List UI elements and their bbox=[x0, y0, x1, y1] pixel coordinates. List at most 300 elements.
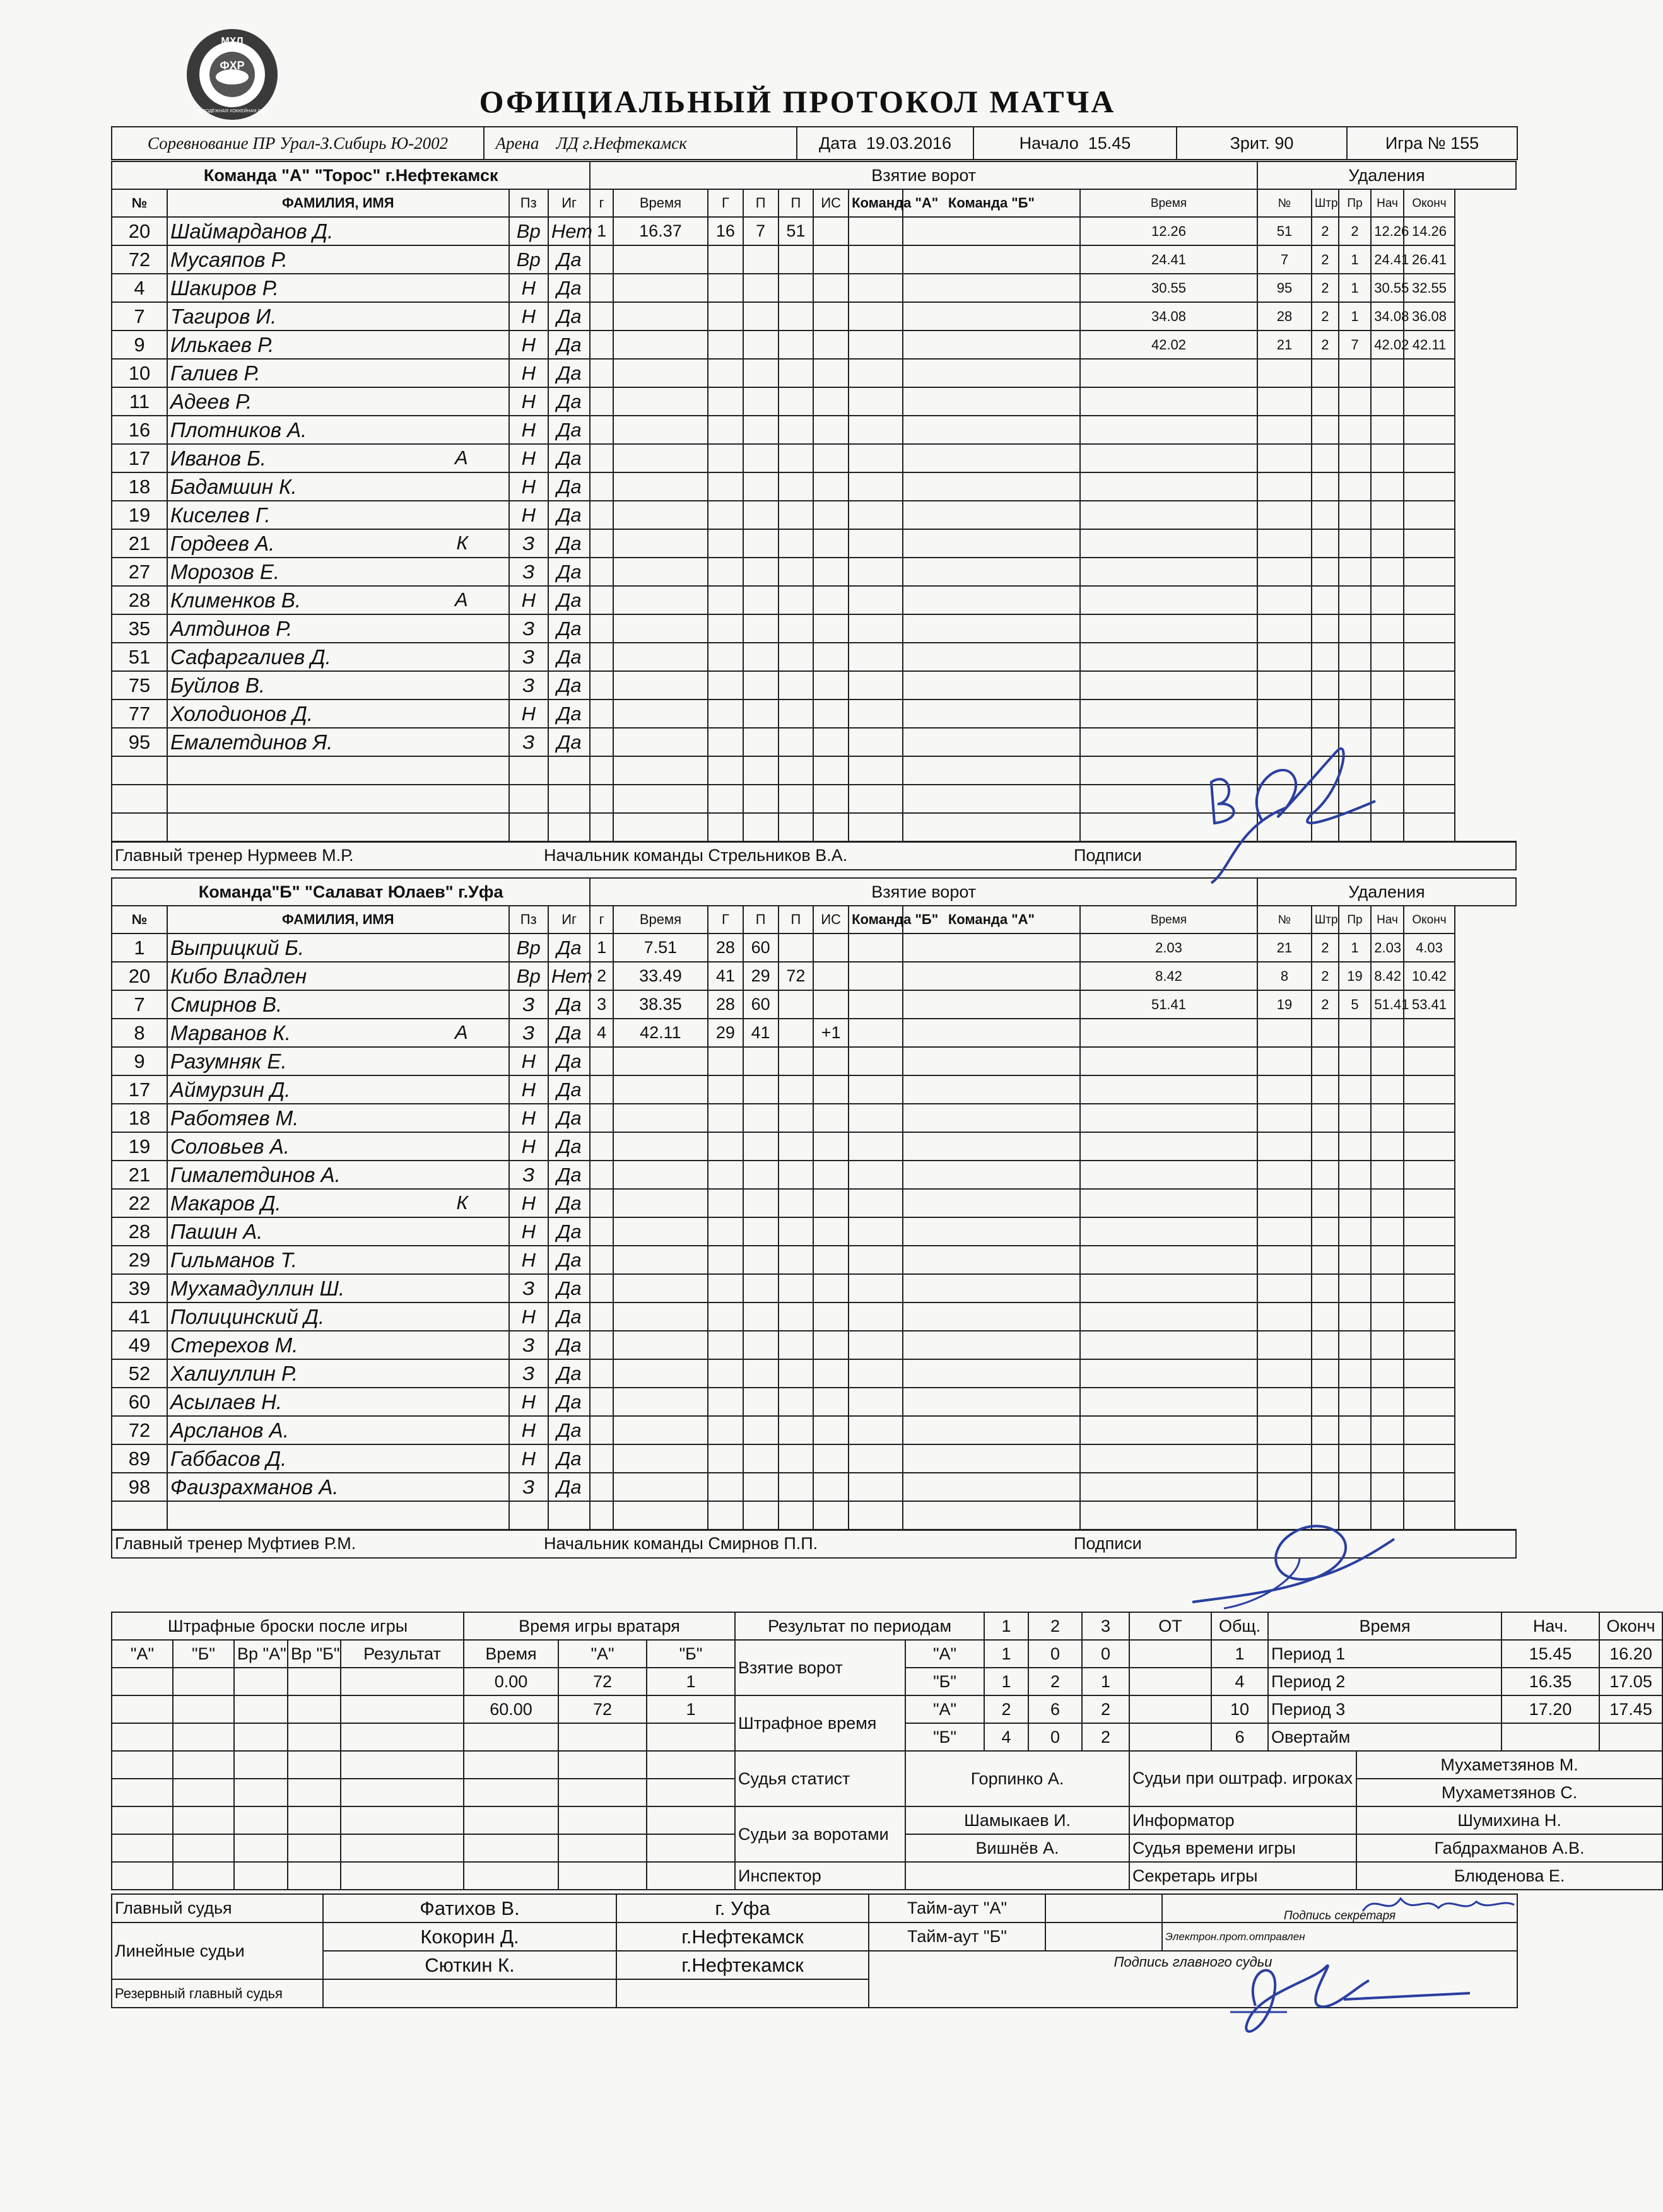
col-header-is: ИС bbox=[813, 189, 849, 217]
overtime-start bbox=[1501, 1723, 1599, 1751]
penalty-cell: 4.03 bbox=[1404, 933, 1455, 962]
goal-cell: 3 bbox=[590, 990, 613, 1019]
goals-grid-cell bbox=[849, 1189, 903, 1217]
goal-cell bbox=[813, 756, 849, 785]
goal-cell bbox=[708, 1246, 743, 1274]
player-number: 16 bbox=[112, 416, 167, 444]
shootout-cell bbox=[341, 1862, 464, 1890]
penalty-cell: 34.08 bbox=[1080, 302, 1257, 331]
player-position: Вр bbox=[509, 217, 548, 245]
goal-cell bbox=[708, 671, 743, 699]
penalty-cell bbox=[1404, 359, 1455, 387]
player-position: Н bbox=[509, 1132, 548, 1161]
player-position: З bbox=[509, 558, 548, 586]
period-2-end: 17.05 bbox=[1599, 1668, 1662, 1695]
penalty-cell: 21 bbox=[1257, 933, 1312, 962]
penalty-cell bbox=[1312, 1104, 1339, 1132]
period-1-start: 15.45 bbox=[1501, 1640, 1599, 1668]
goal-cell bbox=[779, 933, 814, 962]
empty-cell bbox=[167, 756, 509, 785]
player-row bbox=[112, 962, 1516, 990]
goal-cell bbox=[743, 1217, 779, 1246]
penalty-cell bbox=[1404, 1189, 1455, 1217]
player-role: К bbox=[456, 1191, 468, 1214]
penalty-cell bbox=[1339, 1416, 1371, 1444]
goals-a-p3: 0 bbox=[1082, 1640, 1129, 1668]
penalty-cell bbox=[1257, 1444, 1312, 1473]
goal-cell bbox=[613, 756, 708, 785]
penalty-cell bbox=[1257, 1075, 1312, 1104]
penalty-cell bbox=[1257, 1473, 1312, 1501]
goal-cell bbox=[743, 643, 779, 671]
penalty-cell bbox=[1257, 1246, 1312, 1274]
goal-cell bbox=[708, 813, 743, 841]
goal-cell: 41 bbox=[708, 962, 743, 990]
goals-grid-cell bbox=[849, 1302, 903, 1331]
goal-cell bbox=[743, 1047, 779, 1075]
col-header-time: Время bbox=[613, 189, 708, 217]
player-row bbox=[112, 558, 1516, 586]
player-position: Н bbox=[509, 359, 548, 387]
goals-grid-cell bbox=[903, 1473, 1080, 1501]
player-name: Холодионов Д. bbox=[167, 699, 509, 728]
penalty-cell bbox=[1080, 1246, 1257, 1274]
team-manager: Начальник команды Смирнов П.П. bbox=[544, 1534, 818, 1554]
player-name: Марванов К. А bbox=[167, 1019, 509, 1047]
goals-grid-cell bbox=[849, 1217, 903, 1246]
player-row bbox=[112, 245, 1516, 274]
goal-cell bbox=[779, 529, 814, 558]
goal-cell bbox=[779, 1331, 814, 1359]
goals-grid-cell bbox=[903, 933, 1080, 962]
goal-cell bbox=[708, 359, 743, 387]
penalty-box-judges-label: Судьи при оштраф. игроках bbox=[1129, 1751, 1356, 1806]
empty-cell bbox=[167, 785, 509, 813]
penalty-cell bbox=[1339, 1359, 1371, 1388]
col-header-pen_no: № bbox=[1257, 189, 1312, 217]
shootout-gk-b-header: Вр "Б" bbox=[288, 1640, 341, 1668]
signatures-label: Подписи bbox=[1074, 846, 1142, 865]
player-name: Тагиров И. bbox=[167, 302, 509, 331]
player-number: 4 bbox=[112, 274, 167, 302]
goals-grid-cell bbox=[849, 472, 903, 501]
shootout-cell bbox=[341, 1834, 464, 1862]
player-role: А bbox=[454, 1021, 468, 1043]
player-row bbox=[112, 1047, 1516, 1075]
penalty-cell bbox=[1080, 387, 1257, 416]
goal-cell bbox=[708, 501, 743, 529]
penalty-cell bbox=[1080, 1359, 1257, 1388]
goalie-time-header: Время игры вратаря bbox=[464, 1612, 735, 1640]
penalty-cell bbox=[1312, 1189, 1339, 1217]
penalty-cell bbox=[1080, 614, 1257, 643]
goal-cell bbox=[813, 1189, 849, 1217]
penalty-cell: 2 bbox=[1312, 245, 1339, 274]
player-row bbox=[112, 933, 1516, 962]
player-name: Мухамадуллин Ш. bbox=[167, 1274, 509, 1302]
penalty-cell bbox=[1371, 1246, 1403, 1274]
goal-cell bbox=[779, 274, 814, 302]
player-row bbox=[112, 643, 1516, 671]
player-number: 75 bbox=[112, 671, 167, 699]
player-played: Да bbox=[548, 1359, 591, 1388]
penalty-cell bbox=[1080, 1047, 1257, 1075]
penalty-cell bbox=[1080, 1473, 1257, 1501]
goal-cell bbox=[613, 671, 708, 699]
goals-grid-cell bbox=[903, 990, 1080, 1019]
total-header: Общ. bbox=[1211, 1612, 1268, 1640]
penalty-cell bbox=[1312, 416, 1339, 444]
penalty-cell: 7 bbox=[1339, 331, 1371, 359]
player-position: З bbox=[509, 614, 548, 643]
penalty-cell bbox=[1080, 1019, 1257, 1047]
penalty-cell bbox=[1371, 1075, 1403, 1104]
player-number: 21 bbox=[112, 529, 167, 558]
player-row bbox=[112, 1161, 1516, 1189]
timeout-b bbox=[1045, 1922, 1162, 1951]
goals-grid-cell bbox=[903, 217, 1080, 245]
player-position: Н bbox=[509, 302, 548, 331]
pim-a-p1: 2 bbox=[984, 1695, 1028, 1723]
goals-grid-cell bbox=[849, 1388, 903, 1416]
penalty-cell bbox=[1371, 1359, 1403, 1388]
goal-cell bbox=[708, 1161, 743, 1189]
penalty-cell bbox=[1257, 1019, 1312, 1047]
player-played: Да bbox=[548, 359, 591, 387]
penalty-cell bbox=[1257, 1359, 1312, 1388]
player-played: Да bbox=[548, 1444, 591, 1473]
penalty-cell bbox=[1371, 643, 1403, 671]
gk-cell bbox=[464, 1779, 558, 1806]
penalty-cell bbox=[1371, 1473, 1403, 1501]
goal-cell bbox=[779, 586, 814, 614]
player-number: 49 bbox=[112, 1331, 167, 1359]
goals-grid-cell bbox=[903, 274, 1080, 302]
player-row bbox=[112, 529, 1516, 558]
shootout-cell bbox=[234, 1834, 288, 1862]
player-played: Да bbox=[548, 1302, 591, 1331]
goal-cell bbox=[813, 444, 849, 472]
goals-grid-cell bbox=[849, 501, 903, 529]
gk-a-1: 72 bbox=[558, 1668, 647, 1695]
goal-cell bbox=[813, 529, 849, 558]
penalty-cell bbox=[1339, 1246, 1371, 1274]
goal-cell bbox=[708, 416, 743, 444]
goal-cell bbox=[779, 699, 814, 728]
player-number: 95 bbox=[112, 728, 167, 756]
penalty-cell bbox=[1371, 558, 1403, 586]
goal-cell bbox=[613, 1161, 708, 1189]
penalty-cell bbox=[1404, 1444, 1455, 1473]
player-number: 77 bbox=[112, 699, 167, 728]
penalty-cell bbox=[1371, 1331, 1403, 1359]
player-number: 7 bbox=[112, 302, 167, 331]
goal-cell bbox=[779, 671, 814, 699]
goal-cell bbox=[590, 785, 613, 813]
penalty-cell bbox=[1404, 1019, 1455, 1047]
player-position: Н bbox=[509, 1047, 548, 1075]
penalty-cell: 12.26 bbox=[1371, 217, 1403, 245]
goal-cell bbox=[613, 813, 708, 841]
empty-cell bbox=[548, 813, 591, 841]
goal-cell bbox=[813, 1302, 849, 1331]
period-time-header: Время bbox=[1268, 1612, 1501, 1640]
penalty-cell bbox=[1404, 1274, 1455, 1302]
player-row bbox=[112, 444, 1516, 472]
shootout-cell bbox=[341, 1723, 464, 1751]
goals-team-2-header: Команда "Б" bbox=[903, 189, 1080, 217]
gk-cell bbox=[647, 1723, 735, 1751]
overtime-header: ОТ bbox=[1129, 1612, 1211, 1640]
goals-a-total: 1 bbox=[1211, 1640, 1268, 1668]
col-header-played: Иг bbox=[548, 189, 591, 217]
goal-cell: 7 bbox=[743, 217, 779, 245]
goal-cell bbox=[590, 1274, 613, 1302]
penalty-cell bbox=[1312, 643, 1339, 671]
goal-cell bbox=[613, 416, 708, 444]
player-role: А bbox=[454, 588, 468, 611]
player-position: З bbox=[509, 990, 548, 1019]
goal-cell bbox=[743, 245, 779, 274]
goal-cell bbox=[743, 785, 779, 813]
goal-cell bbox=[708, 756, 743, 785]
penalty-cell bbox=[1404, 529, 1455, 558]
player-number: 28 bbox=[112, 586, 167, 614]
goal-cell bbox=[813, 643, 849, 671]
penalty-cell: 5 bbox=[1339, 990, 1371, 1019]
player-row bbox=[112, 472, 1516, 501]
penalty-cell: 10.42 bbox=[1404, 962, 1455, 990]
goal-cell bbox=[708, 586, 743, 614]
penalty-cell bbox=[1312, 1047, 1339, 1075]
penalty-cell: 2 bbox=[1312, 933, 1339, 962]
col-header-pen_time: Время bbox=[1080, 906, 1257, 933]
penalty-cell: 42.02 bbox=[1371, 331, 1403, 359]
timeout-a bbox=[1045, 1894, 1162, 1922]
goal-cell bbox=[813, 1359, 849, 1388]
empty-cell bbox=[112, 756, 167, 785]
electronic-protocol-sent-label: Электрон.прот.отправлен bbox=[1162, 1922, 1517, 1951]
team-title: Команда "А" "Торос" г.Нефтекамск bbox=[112, 161, 590, 189]
goal-cell bbox=[779, 558, 814, 586]
secretary-signature-icon bbox=[1356, 1886, 1520, 1924]
goal-cell bbox=[590, 586, 613, 614]
player-row bbox=[112, 1019, 1516, 1047]
goals-grid-cell bbox=[849, 558, 903, 586]
penalty-cell: 42.11 bbox=[1404, 331, 1455, 359]
penalty-cell: 34.08 bbox=[1371, 302, 1403, 331]
empty-cell bbox=[509, 1501, 548, 1530]
player-row bbox=[112, 671, 1516, 699]
goal-cell bbox=[708, 1104, 743, 1132]
player-played: Да bbox=[548, 1047, 591, 1075]
penalty-cell bbox=[1339, 1047, 1371, 1075]
goal-cell bbox=[613, 1132, 708, 1161]
goals-grid-cell bbox=[903, 529, 1080, 558]
goal-cell bbox=[613, 245, 708, 274]
player-name: Работяев М. bbox=[167, 1104, 509, 1132]
player-played: Да bbox=[548, 1274, 591, 1302]
timekeeper-label: Судья времени игры bbox=[1129, 1834, 1356, 1862]
start-time: Начало 15.45 bbox=[973, 127, 1177, 160]
penalty-cell bbox=[1312, 1416, 1339, 1444]
goal-cell bbox=[613, 1331, 708, 1359]
goal-cell bbox=[813, 1388, 849, 1416]
penalty-cell bbox=[1080, 472, 1257, 501]
goal-cell: 41 bbox=[743, 1019, 779, 1047]
goal-cell bbox=[813, 331, 849, 359]
goal-cell bbox=[613, 1302, 708, 1331]
goal-cell bbox=[613, 728, 708, 756]
shootout-cell bbox=[234, 1723, 288, 1751]
goals-grid-cell bbox=[849, 1019, 903, 1047]
player-number: 72 bbox=[112, 1416, 167, 1444]
goal-cell bbox=[779, 1302, 814, 1331]
goals-grid-cell bbox=[903, 1217, 1080, 1246]
goals-grid-cell bbox=[903, 1388, 1080, 1416]
shootout-cell bbox=[341, 1751, 464, 1779]
goal-cell bbox=[743, 1274, 779, 1302]
goal-cell bbox=[590, 444, 613, 472]
player-name: Гималетдинов А. bbox=[167, 1161, 509, 1189]
goal-cell bbox=[708, 1388, 743, 1416]
goal-cell bbox=[779, 1388, 814, 1416]
col-header-pen_start: Нач bbox=[1371, 906, 1403, 933]
shootout-cell bbox=[112, 1779, 173, 1806]
goal-cell bbox=[613, 472, 708, 501]
shootout-cell bbox=[234, 1806, 288, 1834]
goals-grid-cell bbox=[849, 933, 903, 962]
gk-cell bbox=[647, 1806, 735, 1834]
goal-cell bbox=[779, 416, 814, 444]
goal-cell bbox=[813, 1501, 849, 1530]
player-name: Стерехов М. bbox=[167, 1331, 509, 1359]
goals-section-header: Взятие ворот bbox=[590, 878, 1257, 906]
goal-cell: +1 bbox=[813, 1019, 849, 1047]
goals-grid-cell bbox=[903, 728, 1080, 756]
goal-cell bbox=[813, 416, 849, 444]
goal-cell: 29 bbox=[708, 1019, 743, 1047]
head-coach: Главный тренер Нурмеев М.Р. bbox=[115, 846, 354, 865]
pim-b-ot bbox=[1129, 1723, 1211, 1751]
empty-cell bbox=[167, 1501, 509, 1530]
col-header-pen_start: Нач bbox=[1371, 189, 1403, 217]
shootout-cell bbox=[112, 1834, 173, 1862]
penalty-cell bbox=[1371, 1274, 1403, 1302]
player-played: Да bbox=[548, 472, 591, 501]
penalty-cell bbox=[1404, 1104, 1455, 1132]
goal-cell bbox=[708, 302, 743, 331]
goal-cell bbox=[590, 614, 613, 643]
penalty-cell bbox=[1257, 1161, 1312, 1189]
goal-cell bbox=[779, 1274, 814, 1302]
goal-cell bbox=[613, 1075, 708, 1104]
shootout-cell bbox=[112, 1751, 173, 1779]
penalty-cell bbox=[1404, 1246, 1455, 1274]
penalty-cell bbox=[1371, 1132, 1403, 1161]
player-name: Иванов Б. А bbox=[167, 444, 509, 472]
goal-cell bbox=[779, 1075, 814, 1104]
col-header-p1: П bbox=[743, 906, 779, 933]
penalty-cell bbox=[1371, 359, 1403, 387]
penalty-cell bbox=[1371, 1189, 1403, 1217]
penalties-section-header: Удаления bbox=[1257, 161, 1516, 189]
player-row bbox=[112, 990, 1516, 1019]
penalty-cell bbox=[1257, 1217, 1312, 1246]
player-played: Да bbox=[548, 1217, 591, 1246]
player-name: Алтдинов Р. bbox=[167, 614, 509, 643]
goals-grid-cell bbox=[903, 962, 1080, 990]
player-row bbox=[112, 359, 1516, 387]
penalty-cell bbox=[1257, 1331, 1312, 1359]
goal-cell: 51 bbox=[779, 217, 814, 245]
gk-cell bbox=[647, 1862, 735, 1890]
penalty-cell bbox=[1080, 1161, 1257, 1189]
goals-grid-cell bbox=[903, 1246, 1080, 1274]
goal-cell: 28 bbox=[708, 990, 743, 1019]
goal-cell bbox=[813, 990, 849, 1019]
goal-cell bbox=[613, 529, 708, 558]
goal-cell bbox=[779, 1189, 814, 1217]
col-header-p2: П bbox=[779, 189, 814, 217]
player-name: Кибо Владлен bbox=[167, 962, 509, 990]
goals-grid-cell bbox=[903, 302, 1080, 331]
gk-b-2: 1 bbox=[647, 1695, 735, 1723]
goal-cell bbox=[590, 813, 613, 841]
player-position: З bbox=[509, 643, 548, 671]
goals-grid-cell bbox=[849, 1473, 903, 1501]
goal-cell bbox=[590, 728, 613, 756]
penalty-cell: 2.03 bbox=[1080, 933, 1257, 962]
goals-b-total: 4 bbox=[1211, 1668, 1268, 1695]
penalty-cell: 8.42 bbox=[1371, 962, 1403, 990]
penalty-cell bbox=[1371, 1416, 1403, 1444]
penalty-cell bbox=[1080, 1217, 1257, 1246]
goal-cell bbox=[779, 1416, 814, 1444]
player-row bbox=[112, 1302, 1516, 1331]
stat-judge-label: Судья статист bbox=[735, 1751, 905, 1806]
goal-cell bbox=[590, 1189, 613, 1217]
shootout-cell bbox=[112, 1723, 173, 1751]
goal-cell bbox=[743, 728, 779, 756]
penalty-cell bbox=[1080, 1388, 1257, 1416]
goals-grid-cell bbox=[903, 1075, 1080, 1104]
goal-cell bbox=[708, 1331, 743, 1359]
goal-cell bbox=[813, 933, 849, 962]
player-row bbox=[112, 1246, 1516, 1274]
goals-grid-cell bbox=[849, 387, 903, 416]
gk-cell bbox=[558, 1751, 647, 1779]
penalty-cell bbox=[1371, 1104, 1403, 1132]
player-played: Да bbox=[548, 990, 591, 1019]
player-position: З bbox=[509, 529, 548, 558]
penalty-cell bbox=[1312, 1019, 1339, 1047]
goal-cell bbox=[590, 1132, 613, 1161]
goal-cell bbox=[813, 1331, 849, 1359]
penalty-cell bbox=[1257, 501, 1312, 529]
goal-cell bbox=[743, 1246, 779, 1274]
player-name: Киселев Г. bbox=[167, 501, 509, 529]
penalty-cell bbox=[1080, 1444, 1257, 1473]
penalty-cell bbox=[1339, 1388, 1371, 1416]
col-header-pen_no: № bbox=[1257, 906, 1312, 933]
goals-grid-cell bbox=[903, 501, 1080, 529]
informer-label: Информатор bbox=[1129, 1806, 1356, 1834]
shootout-cell bbox=[173, 1834, 234, 1862]
goals-grid-cell bbox=[903, 1189, 1080, 1217]
player-row bbox=[112, 302, 1516, 331]
goal-cell bbox=[813, 1246, 849, 1274]
